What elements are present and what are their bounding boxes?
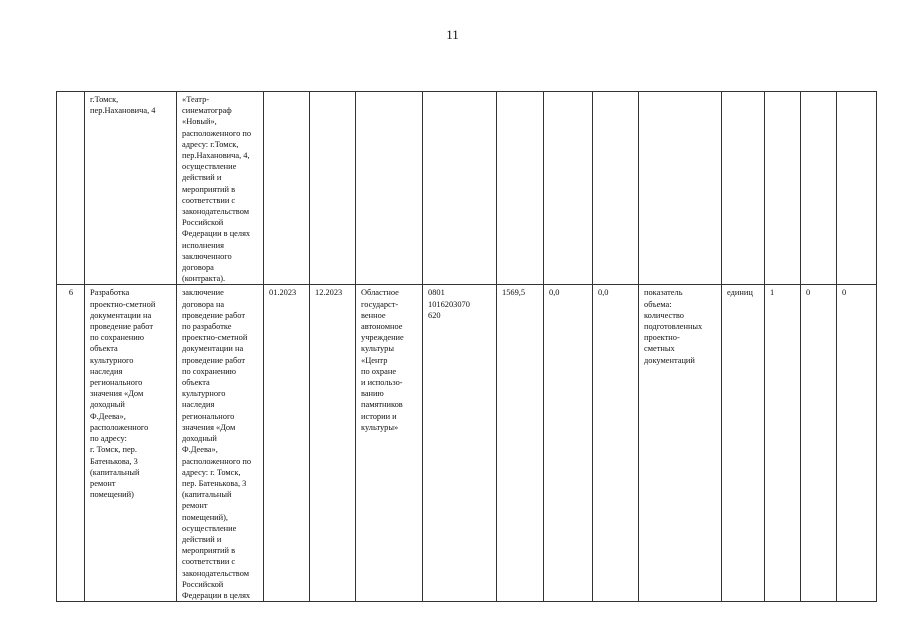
table-cell xyxy=(264,285,310,602)
cell-text-line: документации на xyxy=(90,310,152,320)
cell-text-line: и использо- xyxy=(361,378,403,388)
cell-text-line: 6 xyxy=(68,288,74,298)
cell-text-line: венное xyxy=(361,310,386,320)
cell-text-line: государст- xyxy=(361,299,399,309)
cell-text-line: культуры» xyxy=(361,422,399,432)
cell-text-line: истории и xyxy=(361,411,397,421)
cell-text-line: документации на xyxy=(182,344,244,354)
cell-text-line: расположенного по xyxy=(182,128,252,138)
cell-text-line: по разработке xyxy=(182,322,232,332)
table-cell xyxy=(57,285,85,602)
cell-text-line: Разработка xyxy=(90,288,130,298)
cell-text-line: заключенного xyxy=(182,251,232,261)
cell-text-line: пер.Нахановича, 4 xyxy=(90,106,156,116)
table-cell xyxy=(85,285,177,602)
cell-text-line: мероприятий в xyxy=(182,184,236,194)
cell-text-line: 1 xyxy=(770,288,775,298)
cell-text-line: проведение работ xyxy=(182,310,246,320)
cell-text-line: адресу: г. Томск, xyxy=(182,467,241,477)
cell-text-line: Федерации в целях xyxy=(182,590,251,600)
cell-text-line: ванию xyxy=(361,389,384,399)
cell-text-line: помещений) xyxy=(90,490,134,500)
cell-text-line: Батенькова, 3 xyxy=(90,456,138,466)
table-cell xyxy=(356,92,423,285)
table-cell xyxy=(544,92,593,285)
cell-text-line: 1016203070 xyxy=(428,299,470,309)
cell-text-line: по сохранению xyxy=(182,366,236,376)
table-cell xyxy=(593,285,639,602)
cell-text-line: договора xyxy=(182,263,214,273)
cell-text-line: регионального xyxy=(182,411,235,421)
cell-text-line: показатель xyxy=(644,288,683,298)
table-cell xyxy=(722,92,765,285)
cell-text-line: действий и xyxy=(182,173,222,183)
table-cell xyxy=(593,92,639,285)
cell-text-line: 0801 xyxy=(428,288,445,298)
cell-text-line: объекта xyxy=(90,344,118,354)
cell-text-line: осуществление xyxy=(182,162,237,172)
cell-text-line: по адресу: xyxy=(90,434,127,444)
cell-text-line: 0 xyxy=(806,288,811,298)
cell-text-line: Областное xyxy=(361,288,399,298)
cell-text-line: 12.2023 xyxy=(315,288,343,298)
cell-text-line: ремонт xyxy=(182,501,208,511)
cell-text-line: «Центр xyxy=(361,355,388,365)
table-cell xyxy=(423,285,497,602)
budget-table xyxy=(56,91,877,602)
table-cell xyxy=(801,285,837,602)
table-cell xyxy=(423,92,497,285)
cell-text-line: 01.2023 xyxy=(269,288,297,298)
cell-text-line: Российской xyxy=(182,579,224,589)
cell-text-line: соответствии с xyxy=(182,557,236,567)
page-number: 11 xyxy=(446,27,459,42)
cell-text-line: г.Томск, xyxy=(90,95,119,104)
cell-text-line: законодательством xyxy=(182,207,250,217)
cell-text-line: законодательством xyxy=(182,568,250,578)
cell-text-line: мероприятий в xyxy=(182,546,236,556)
cell-text-line: регионального xyxy=(90,378,143,388)
table-cell xyxy=(310,285,356,602)
table-cell xyxy=(837,285,877,602)
cell-text-line: (капитальный xyxy=(182,490,232,500)
cell-text-line: документаций xyxy=(644,355,695,365)
table-cell xyxy=(639,285,722,602)
cell-text-line: культуры xyxy=(361,344,394,354)
cell-text-line: проведение работ xyxy=(182,355,246,365)
cell-text-line: синематограф xyxy=(182,106,232,116)
cell-text-line: 1569,5 xyxy=(502,288,526,298)
cell-text-line: количество xyxy=(644,310,684,320)
table-cell xyxy=(497,92,544,285)
cell-text-line: 0,0 xyxy=(598,288,609,298)
cell-text-line: подготовленных xyxy=(644,322,703,332)
cell-text-line: пер.Нахановича, 4, xyxy=(182,151,250,161)
cell-text-line: автономное xyxy=(361,322,403,332)
table-cell xyxy=(177,92,264,285)
cell-text-line: памятников xyxy=(361,400,403,410)
table-cell xyxy=(85,92,177,285)
cell-text-line: пер. Батенькова, 3 xyxy=(182,478,247,488)
table-cell xyxy=(264,92,310,285)
cell-text-line: по сохранению xyxy=(90,333,144,343)
cell-text-line: г. Томск, пер. xyxy=(90,445,137,455)
cell-text-line: проектно-сметной xyxy=(90,299,156,309)
cell-text-line: объекта xyxy=(182,378,210,388)
cell-text-line: проектно- xyxy=(644,333,680,343)
table-cell xyxy=(177,285,264,602)
table-cell xyxy=(765,285,801,602)
table-row xyxy=(57,92,877,285)
table-cell xyxy=(57,92,85,285)
cell-text-line: действий и xyxy=(182,534,222,544)
cell-text-line: «Новый», xyxy=(182,117,217,127)
cell-text-line: заключение xyxy=(182,288,224,298)
cell-text-line: наследия xyxy=(90,366,123,376)
cell-text-line: значения «Дом xyxy=(90,389,144,399)
cell-text-line: по охране xyxy=(361,366,397,376)
cell-text-line: Российской xyxy=(182,218,224,228)
table-cell xyxy=(497,285,544,602)
table-cell xyxy=(356,285,423,602)
cell-text-line: Ф.Деева», xyxy=(182,445,218,455)
cell-text-line: значения «Дом xyxy=(182,422,236,432)
table-cell xyxy=(544,285,593,602)
cell-text-line: 0,0 xyxy=(549,288,560,298)
cell-text-line: объема: xyxy=(644,299,672,309)
cell-text-line: (капитальный xyxy=(90,467,140,477)
table-row xyxy=(57,285,877,602)
table-cell xyxy=(765,92,801,285)
table-cell xyxy=(722,285,765,602)
cell-text-line: адресу: г.Томск, xyxy=(182,139,239,149)
cell-text-line: проектно-сметной xyxy=(182,333,248,343)
table-cell xyxy=(639,92,722,285)
cell-text-line: Федерации в целях xyxy=(182,229,251,239)
cell-text-line: исполнения xyxy=(182,240,224,250)
cell-text-line: «Театр- xyxy=(182,95,210,104)
table-cell xyxy=(801,92,837,285)
cell-text-line: 0 xyxy=(842,288,847,298)
cell-text-line: осуществление xyxy=(182,523,237,533)
cell-text-line: договора на xyxy=(182,299,225,309)
cell-text-line: учреждение xyxy=(361,333,404,343)
cell-text-line: культурного xyxy=(182,389,226,399)
cell-text-line: расположенного по xyxy=(182,456,252,466)
cell-text-line: Ф.Деева», xyxy=(90,411,126,421)
cell-text-line: соответствии с xyxy=(182,195,236,205)
cell-text-line: расположенного xyxy=(90,422,149,432)
cell-text-line: культурного xyxy=(90,355,134,365)
cell-text-line: ремонт xyxy=(90,478,116,488)
cell-text-line: 620 xyxy=(428,310,441,320)
cell-text-line: проведение работ xyxy=(90,322,154,332)
cell-text-line: доходный xyxy=(90,400,125,410)
table-cell xyxy=(310,92,356,285)
cell-text-line: наследия xyxy=(182,400,215,410)
cell-text-line: помещений), xyxy=(182,512,229,522)
table-cell xyxy=(837,92,877,285)
cell-text-line: (контракта). xyxy=(182,274,226,284)
cell-text-line: доходный xyxy=(182,434,217,444)
cell-text-line: сметных xyxy=(644,344,675,354)
cell-text-line: единиц xyxy=(727,288,753,298)
